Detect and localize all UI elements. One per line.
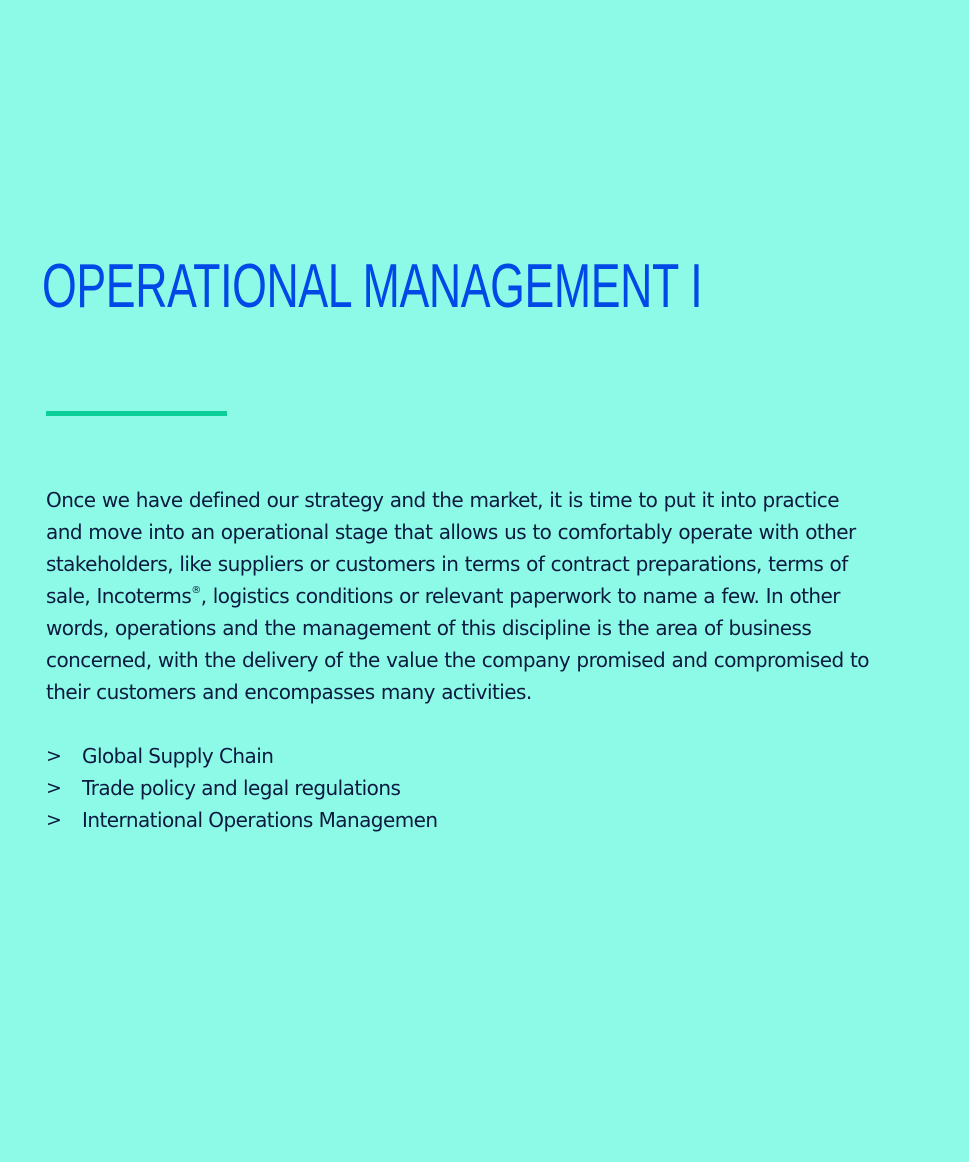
paragraph-line: concerned, with the delivery of the value the company promised and compromised to [46, 648, 869, 672]
chevron-right-icon: > [46, 745, 62, 767]
list-item [46, 804, 438, 836]
paragraph-line: and move into an operational stage that allows us to comfortably operate with other [46, 520, 856, 544]
paragraph-line: stakeholders, like suppliers or customers in terms of contract preparations, terms of [46, 552, 848, 576]
list-item-label: Global Supply Chain [82, 744, 274, 768]
paragraph-line: their customers and encompasses many activities. [46, 680, 532, 704]
paragraph-text: , logistics conditions or relevant paperwork to name a few. In other [200, 584, 840, 608]
paragraph-text: sale, Incoterms [46, 584, 192, 608]
paragraph-line [46, 580, 926, 612]
page-title: OPERATIONAL MANAGEMENT I [42, 252, 703, 321]
chevron-right-icon: > [46, 777, 62, 799]
list-item-label: International Operations Managemen [82, 808, 438, 832]
paragraph-line: words, operations and the management of this discipline is the area of business [46, 616, 812, 640]
topic-list [46, 740, 438, 836]
paragraph-line: Once we have defined our strategy and the market, it is time to put it into practice [46, 488, 840, 512]
list-item [46, 740, 438, 772]
list-item-label: Trade policy and legal regulations [82, 776, 401, 800]
registered-trademark-mark: ® [191, 585, 201, 596]
list-item [46, 772, 438, 804]
intro-paragraph [46, 484, 926, 708]
chevron-right-icon: > [46, 809, 62, 831]
accent-divider [46, 411, 227, 416]
